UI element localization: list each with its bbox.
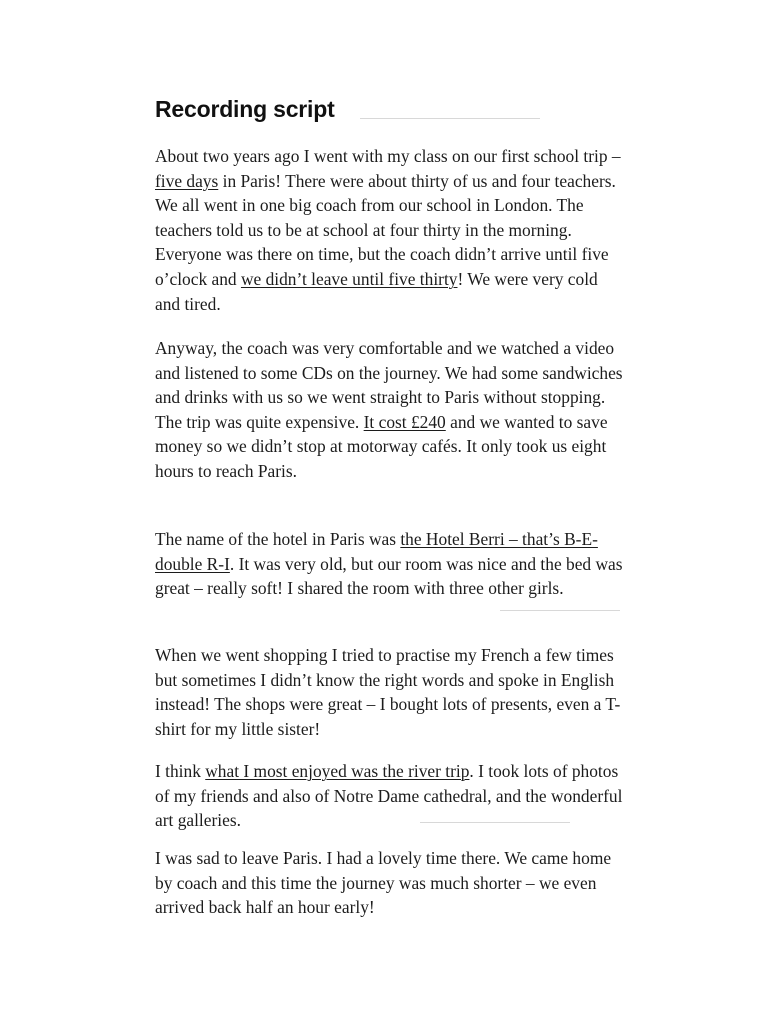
paragraph-1 (155, 144, 625, 316)
paragraph-3 (155, 527, 625, 601)
underlined-answer: we didn’t leave until five thirty (240, 268, 458, 289)
paragraph-text: in Paris! There were about thirty of us and four teachers. We all went in one big coach from our school in London. The teachers told us to be at school at four thirty in the morning. Everyone was there on time, but the coach didn’t arrive until five o’clock and (155, 170, 616, 289)
underlined-answer: five days (155, 170, 219, 191)
paragraph-4 (155, 643, 625, 741)
scan-artifact (500, 610, 620, 611)
page-title: Recording script (155, 96, 335, 122)
paragraph-text: When we went shopping I tried to practise my French a few times but sometimes I didn’t know the right words and spoke in English instead! The shops were great – I bought lots of presents, even a T-shirt for my little sister! (155, 645, 621, 739)
paragraph-text: I think (155, 761, 206, 781)
underlined-answer: It cost £240 (363, 411, 446, 432)
paragraph-2 (155, 336, 625, 484)
paragraph-6 (155, 846, 625, 920)
paragraph-text: ! We were very cold and tired. (155, 268, 598, 314)
underlined-answer: the Hotel Berri – that’s B-E-double R-I (155, 529, 598, 574)
paragraph-text: I was sad to leave Paris. I had a lovely time there. We came home by coach and this time the journey was much shorter – we even arrived back half an hour early! (155, 848, 612, 918)
paragraph-text: . It was very old, but our room was nice and the bed was great – really soft! I shared the room with three other girls. (155, 553, 623, 599)
paragraph-text: Anyway, the coach was very comfortable and we watched a video and listened to some CDs on the journey. We had some sandwiches and drinks with us so we went straight to Paris without stopping. The trip was quite expensive. (155, 338, 623, 432)
paragraph-text: The name of the hotel in Paris was (155, 529, 401, 549)
underlined-answer: what I most enjoyed was the river trip (205, 761, 470, 781)
paragraph-text: About two years ago I went with my class on our first school trip – (155, 146, 621, 166)
paragraph-text: . I took lots of photos of my friends and also of Notre Dame cathedral, and the wonderful art galleries. (155, 761, 623, 831)
scan-artifact (420, 822, 570, 823)
paragraph-text: and we wanted to save money so we didn’t stop at motorway cafés. It only took us eight hours to reach Paris. (155, 411, 608, 481)
scan-artifact (360, 118, 540, 119)
